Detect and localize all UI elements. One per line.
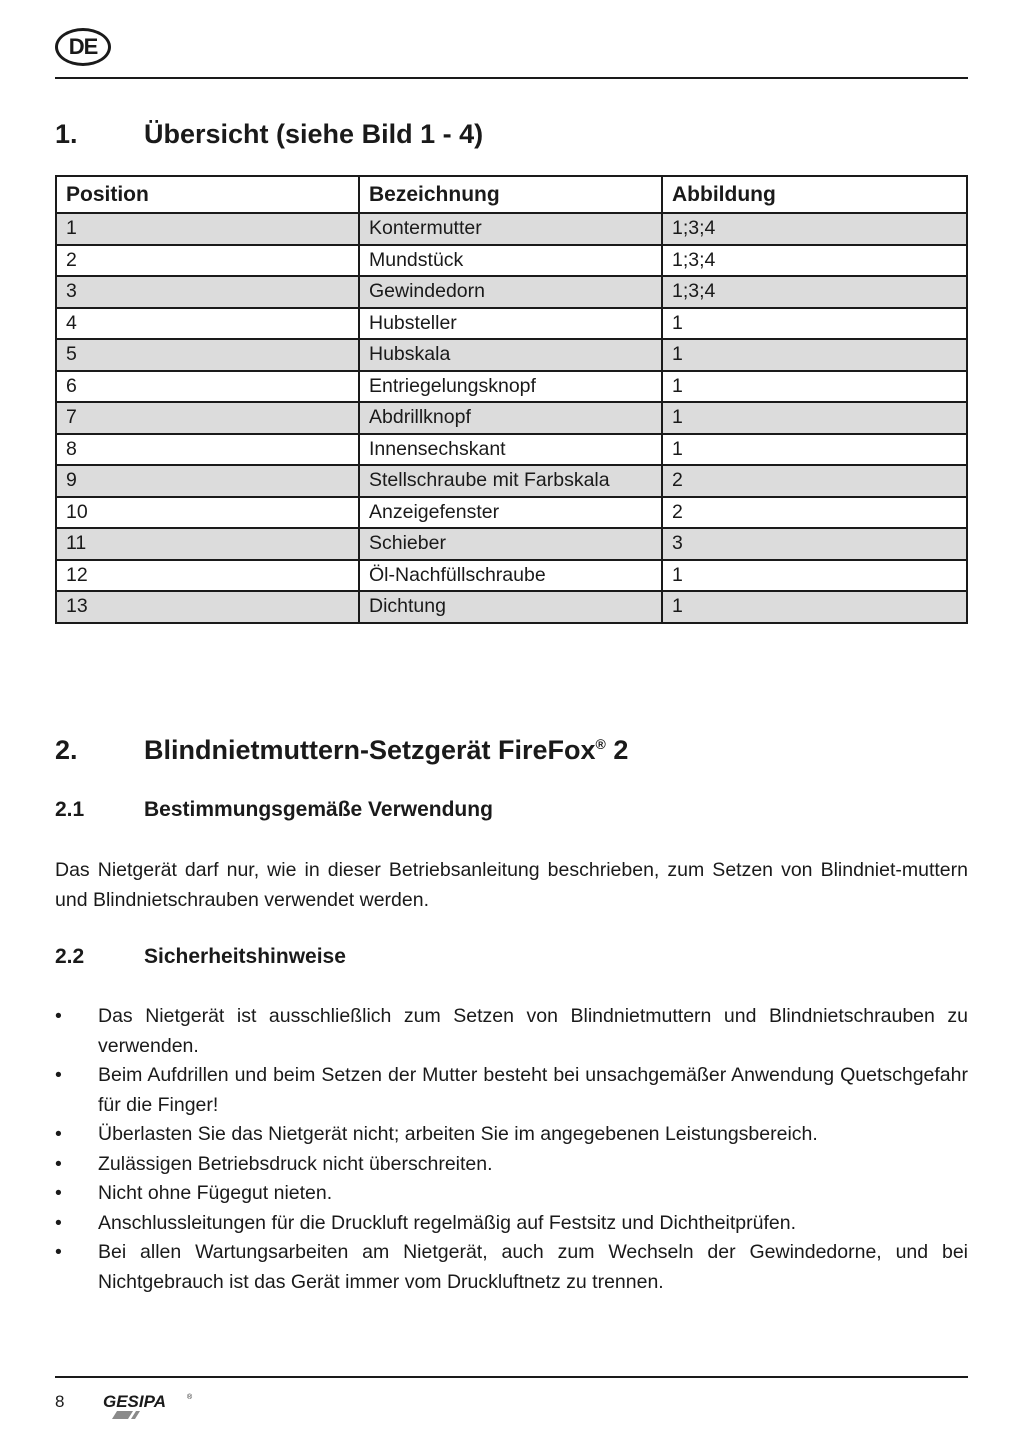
- column-header-bezeichnung: Bezeichnung: [359, 176, 662, 213]
- cell-abbildung: 1: [662, 308, 967, 340]
- table-row: [56, 497, 967, 529]
- cell-abbildung: 1;3;4: [662, 245, 967, 277]
- cell-position: 10: [56, 497, 359, 529]
- bullet-icon: •: [55, 1123, 62, 1145]
- table-row: [56, 560, 967, 592]
- table-row: [56, 528, 967, 560]
- cell-abbildung: 1: [662, 371, 967, 403]
- table-row: [56, 434, 967, 466]
- table-row: [56, 465, 967, 497]
- logo-stripe-1: [112, 1411, 133, 1419]
- cell-position: 3: [56, 276, 359, 308]
- logo-registered-mark: ®: [187, 1394, 193, 1401]
- bullet-icon: •: [55, 1182, 62, 1204]
- section-1-heading: [55, 119, 483, 150]
- table-row: [56, 339, 967, 371]
- section-2-heading: [55, 735, 628, 766]
- column-header-position: Position: [56, 176, 359, 213]
- table-row: [56, 276, 967, 308]
- table-row: [56, 371, 967, 403]
- section-2-title: Blindnietmuttern-Setzgerät FireFox: [144, 735, 596, 765]
- list-item: [55, 1002, 968, 1061]
- cell-bezeichnung: Anzeigefenster: [359, 497, 662, 529]
- safety-notes-list: [55, 1002, 968, 1297]
- language-badge: DE: [55, 28, 111, 66]
- cell-bezeichnung: Schieber: [359, 528, 662, 560]
- cell-abbildung: 1: [662, 591, 967, 623]
- subsection-2-1-number: 2.1: [55, 798, 85, 821]
- cell-bezeichnung: Stellschraube mit Farbskala: [359, 465, 662, 497]
- overview-table: [55, 175, 968, 624]
- cell-position: 7: [56, 402, 359, 434]
- cell-abbildung: 1: [662, 434, 967, 466]
- subsection-2-1-title: Bestimmungsgemäße Verwendung: [144, 798, 493, 821]
- cell-abbildung: 1;3;4: [662, 276, 967, 308]
- cell-position: 2: [56, 245, 359, 277]
- cell-position: 5: [56, 339, 359, 371]
- table-row: [56, 308, 967, 340]
- cell-bezeichnung: Kontermutter: [359, 213, 662, 245]
- cell-position: 6: [56, 371, 359, 403]
- list-item: [55, 1238, 968, 1297]
- subsection-2-2-title: Sicherheitshinweise: [144, 945, 346, 968]
- subsection-2-1-heading: [55, 798, 493, 822]
- bullet-icon: •: [55, 1005, 62, 1027]
- cell-bezeichnung: Hubskala: [359, 339, 662, 371]
- section-2-number: 2.: [55, 735, 78, 765]
- table-row: [56, 402, 967, 434]
- cell-abbildung: 1: [662, 560, 967, 592]
- cell-position: 11: [56, 528, 359, 560]
- cell-abbildung: 1;3;4: [662, 213, 967, 245]
- logo-stripe-2: [131, 1411, 140, 1419]
- cell-bezeichnung: Öl-Nachfüllschraube: [359, 560, 662, 592]
- section-1-title: Übersicht (siehe Bild 1 - 4): [144, 119, 484, 149]
- table-body: [56, 213, 967, 623]
- list-item-text: Überlasten Sie das Nietgerät nicht; arbeiten Sie im angegebenen Leistungsbereich.: [98, 1123, 818, 1145]
- list-item-text: Bei allen Wartungsarbeiten am Nietgerät, auch zum Wechseln der Gewindedorne, und bei Nichtgebrauch ist das Gerät immer vom Druckluftnetz zu trennen.: [98, 1241, 968, 1293]
- table-row: [56, 591, 967, 623]
- section-1-number: 1.: [55, 119, 78, 149]
- list-item-text: Nicht ohne Fügegut nieten.: [98, 1182, 333, 1204]
- cell-bezeichnung: Gewindedorn: [359, 276, 662, 308]
- subsection-2-2-number: 2.2: [55, 945, 85, 968]
- list-item: [55, 1061, 968, 1120]
- list-item-text: Zulässigen Betriebsdruck nicht überschreiten.: [98, 1152, 493, 1175]
- subsection-2-2-heading: [55, 945, 346, 969]
- list-item: [55, 1179, 968, 1209]
- cell-abbildung: 2: [662, 465, 967, 497]
- bullet-icon: •: [55, 1152, 62, 1175]
- cell-abbildung: 1: [662, 339, 967, 371]
- list-item-text: Anschlussleitungen für die Druckluft regelmäßig auf Festsitz und Dichtheitprüfen.: [98, 1211, 797, 1234]
- cell-bezeichnung: Dichtung: [359, 591, 662, 623]
- cell-bezeichnung: Innensechskant: [359, 434, 662, 466]
- list-item: [55, 1150, 968, 1180]
- registered-mark: ®: [595, 736, 606, 752]
- intended-use-paragraph: Das Nietgerät darf nur, wie in dieser Betriebsanleitung beschrieben, zum Setzen von Blindniet-muttern und Blindnietschrauben verwendet werden.: [55, 859, 968, 911]
- cell-position: 1: [56, 213, 359, 245]
- cell-position: 12: [56, 560, 359, 592]
- bullet-icon: •: [55, 1241, 62, 1263]
- list-item-text: Das Nietgerät ist ausschließlich zum Setzen von Blindnietmuttern und Blindnietschrauben zu verwenden.: [98, 1005, 968, 1057]
- list-item: [55, 1209, 968, 1239]
- gesipa-logo: [103, 1392, 195, 1425]
- header-rule: [55, 77, 968, 79]
- cell-position: 8: [56, 434, 359, 466]
- section-2-title-suffix: 2: [605, 735, 629, 765]
- column-header-abbildung: Abbildung: [662, 176, 967, 213]
- gesipa-logo-icon: [103, 1392, 195, 1420]
- cell-bezeichnung: Abdrillknopf: [359, 402, 662, 434]
- cell-position: 9: [56, 465, 359, 497]
- table-header-row: [56, 176, 967, 213]
- list-item-text: Beim Aufdrillen und beim Setzen der Mutter besteht bei unsachgemäßer Anwendung Quetschgefahr für die Finger!: [98, 1064, 968, 1116]
- cell-abbildung: 1: [662, 402, 967, 434]
- page-number: 8: [55, 1392, 65, 1411]
- table-row: [56, 213, 967, 245]
- list-item: [55, 1120, 968, 1150]
- cell-position: 4: [56, 308, 359, 340]
- cell-bezeichnung: Hubsteller: [359, 308, 662, 340]
- logo-text: GESIPA: [103, 1392, 166, 1411]
- cell-position: 13: [56, 591, 359, 623]
- cell-abbildung: 3: [662, 528, 967, 560]
- cell-bezeichnung: Entriegelungsknopf: [359, 371, 662, 403]
- table-row: [56, 245, 967, 277]
- bullet-icon: •: [55, 1211, 62, 1234]
- cell-abbildung: 2: [662, 497, 967, 529]
- bullet-icon: •: [55, 1064, 62, 1086]
- footer-rule: [55, 1376, 968, 1378]
- cell-bezeichnung: Mundstück: [359, 245, 662, 277]
